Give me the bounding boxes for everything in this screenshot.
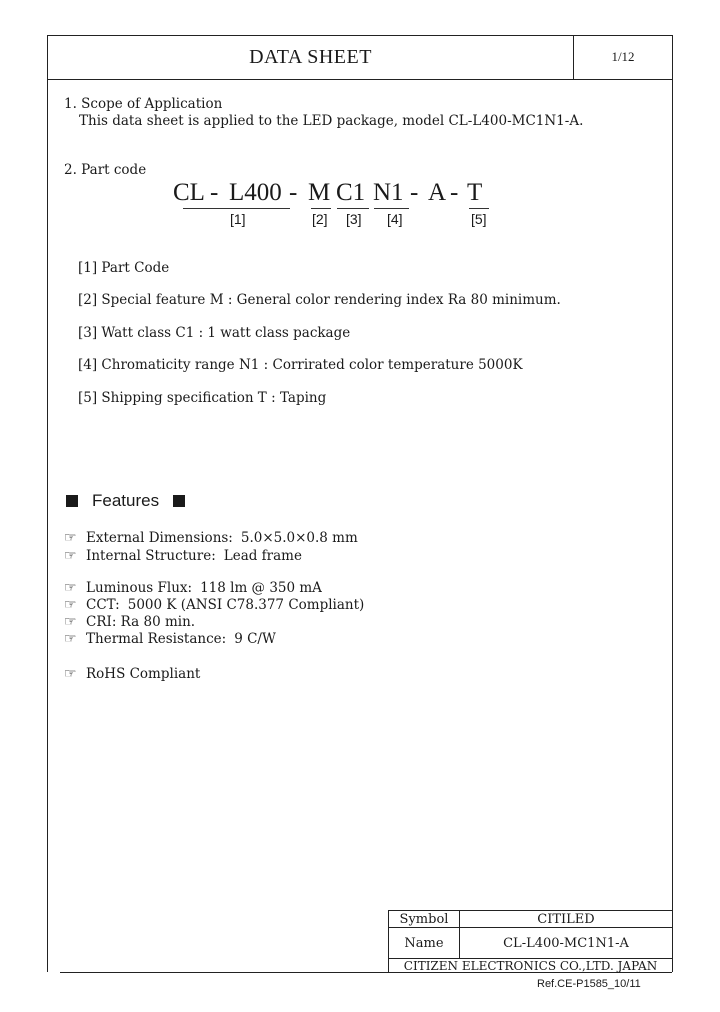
scope-text: This data sheet is applied to the LED package, model CL-L400-MC1N1-A. [79,113,584,129]
company-name: CITIZEN ELECTRONICS CO.,LTD. JAPAN [403,958,658,973]
feature-item [64,597,364,613]
features-heading-text: Features [92,491,160,510]
code-index-5: [5] [471,211,487,227]
part-code-item-3: [3] Watt class C1 : 1 watt class package [78,325,351,341]
part-code-item-5: [5] Shipping specification T : Taping [78,390,327,406]
code-seg-dash: - [410,179,419,206]
code-seg-c1: C1 [336,179,366,206]
feature-item [64,530,358,546]
symbol-label: Symbol [399,911,449,927]
code-underline-3 [337,208,369,209]
pointing-hand-icon: ☞ [64,530,77,546]
pointing-hand-icon: ☞ [64,666,77,682]
code-index-4: [4] [387,211,403,227]
pointing-hand-icon: ☞ [64,548,77,564]
features-heading [66,491,185,511]
black-square-icon [66,495,78,507]
page-number: 1/12 [611,49,635,64]
feature-item [64,631,276,647]
feature-value: 5000 K (ANSI C78.377 Compliant) [127,597,365,613]
frame-header-bottom [47,79,673,80]
feature-value: 9 C/W [234,631,276,647]
frame-left [47,35,48,972]
feature-label: Internal Structure: [86,548,216,564]
feature-item [64,580,322,596]
part-code-item-1: [1] Part Code [78,260,170,276]
code-seg-m: M [308,179,331,206]
pointing-hand-icon: ☞ [64,614,77,630]
feature-label: External Dimensions: [86,530,233,546]
code-seg-dash: - [289,179,298,206]
symbol-value: CITILED [537,911,595,927]
code-underline-4 [374,208,409,209]
part-code-item-2: [2] Special feature M : General color rendering index Ra 80 minimum. [78,292,561,308]
feature-label: CRI: Ra 80 min. [86,614,196,630]
pointing-hand-icon: ☞ [64,580,77,596]
feature-label: CCT: [86,597,120,613]
code-seg-l400: L400 [229,179,282,206]
feature-label: Luminous Flux: [86,580,193,596]
feature-label: Thermal Resistance: [86,631,227,647]
page-title: DATA SHEET [249,45,372,68]
part-code-item-4: [4] Chromaticity range N1 : Corrirated color temperature 5000K [78,357,523,373]
code-index-3: [3] [346,211,362,227]
code-seg-n1: N1 [373,179,404,206]
code-underline-2 [311,208,331,209]
feature-value: Lead frame [223,548,302,564]
black-square-icon [173,495,185,507]
feature-item [64,666,200,682]
feature-item [64,548,302,564]
name-value: CL-L400-MC1N1-A [503,935,629,951]
code-seg-cl: CL [173,179,205,206]
code-underline-1 [183,208,290,209]
code-index-2: [2] [312,211,328,227]
name-label: Name [404,935,444,951]
feature-item [64,614,195,630]
code-seg-dash: - [210,179,219,206]
pointing-hand-icon: ☞ [64,597,77,613]
pointing-hand-icon: ☞ [64,631,77,647]
reference-code: Ref.CE-P1585_10/11 [537,978,641,990]
code-seg-t: T [467,179,483,206]
feature-label: RoHS Compliant [86,666,201,682]
feature-value: 118 lm @ 350 mA [200,580,322,596]
code-seg-a: A [428,179,447,206]
part-code-heading: 2. Part code [64,162,147,178]
code-seg-dash: - [450,179,459,206]
feature-value: 5.0×5.0×0.8 mm [240,530,358,546]
frame-right [672,35,673,972]
scope-heading: 1. Scope of Application [64,96,223,112]
code-underline-5 [469,208,489,209]
code-index-1: [1] [230,211,246,227]
